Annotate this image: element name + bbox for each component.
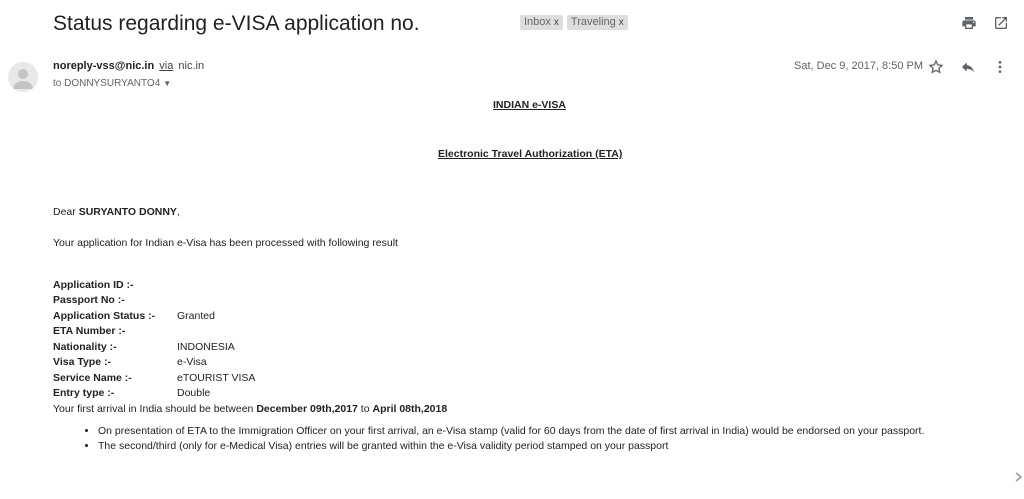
greeting-suffix: ,	[176, 206, 180, 218]
message-actions	[927, 58, 1009, 76]
arrival-end-date: April 08th,2018	[372, 403, 448, 415]
sender-email[interactable]: noreply-vss@nic.in	[53, 60, 155, 72]
email-subject: Status regarding e-VISA application no.	[53, 12, 420, 35]
notes-list	[75, 425, 924, 455]
message-date: Sat, Dec 9, 2017, 8:50 PM	[794, 60, 924, 72]
field-value-visa-type: e-Visa	[177, 356, 207, 368]
heading-eta: Electronic Travel Authorization (ETA)	[438, 148, 623, 160]
field-value-service-name: eTOURIST VISA	[177, 372, 256, 384]
person-icon	[8, 62, 38, 92]
field-label-visa-type: Visa Type :-	[53, 356, 111, 368]
label-traveling[interactable]	[567, 15, 628, 30]
label-inbox[interactable]	[520, 15, 563, 30]
field-value-entry-type: Double	[177, 387, 211, 399]
greeting	[53, 206, 180, 218]
field-label-eta-number: ETA Number :-	[53, 325, 126, 337]
recipient-line	[53, 78, 171, 89]
field-label-entry-type: Entry type :-	[53, 387, 115, 399]
reply-icon[interactable]	[959, 58, 977, 76]
field-label-service-name: Service Name :-	[53, 372, 132, 384]
scroll-arrow-icon[interactable]	[1014, 470, 1024, 482]
label-text: Inbox	[524, 16, 551, 28]
thread-actions	[960, 14, 1010, 32]
via-link[interactable]: via	[159, 60, 174, 72]
star-icon[interactable]	[927, 58, 945, 76]
field-value-application-status: Granted	[177, 310, 215, 322]
via-domain: nic.in	[178, 60, 205, 72]
recipient-text: to DONNYSURYANTO4	[53, 78, 161, 89]
arrival-start-date: December 09th,2017	[256, 403, 358, 415]
recipient-name: SURYANTO DONNY	[78, 206, 177, 218]
list-item: • The second/third (only for e-Medical Visa) entries will be granted within the e-Visa validity period stamped on your passport	[98, 440, 924, 452]
arrival-window	[53, 403, 447, 415]
field-value-nationality: INDONESIA	[177, 341, 235, 353]
field-label-application-id: Application ID :-	[53, 279, 134, 291]
list-item: • On presentation of ETA to the Immigration Officer on your first arrival, an e-Visa stamp (valid for 60 days from the date of first arrival in India) would be endorsed on your passport.	[98, 425, 924, 437]
show-details-icon[interactable]: ▼	[163, 79, 172, 88]
arrival-mid: to	[357, 403, 373, 415]
arrival-prefix: Your first arrival in India should be between	[53, 403, 257, 415]
field-label-application-status: Application Status :-	[53, 310, 156, 322]
remove-label-icon[interactable]: x	[553, 16, 559, 28]
print-icon[interactable]	[960, 14, 978, 32]
field-label-nationality: Nationality :-	[53, 341, 117, 353]
label-text: Traveling	[570, 16, 616, 28]
avatar[interactable]	[8, 62, 38, 92]
label-list	[520, 15, 628, 30]
intro-text: Your application for Indian e-Visa has been processed with following result	[53, 237, 398, 249]
remove-label-icon[interactable]: x	[618, 16, 624, 28]
more-options-icon[interactable]	[991, 58, 1009, 76]
open-in-new-window-icon[interactable]	[992, 14, 1010, 32]
sender-line	[53, 60, 204, 72]
field-label-passport-no: Passport No :-	[53, 294, 125, 306]
greeting-prefix: Dear	[53, 206, 79, 218]
heading-indian-evisa: INDIAN e-VISA	[493, 99, 566, 111]
